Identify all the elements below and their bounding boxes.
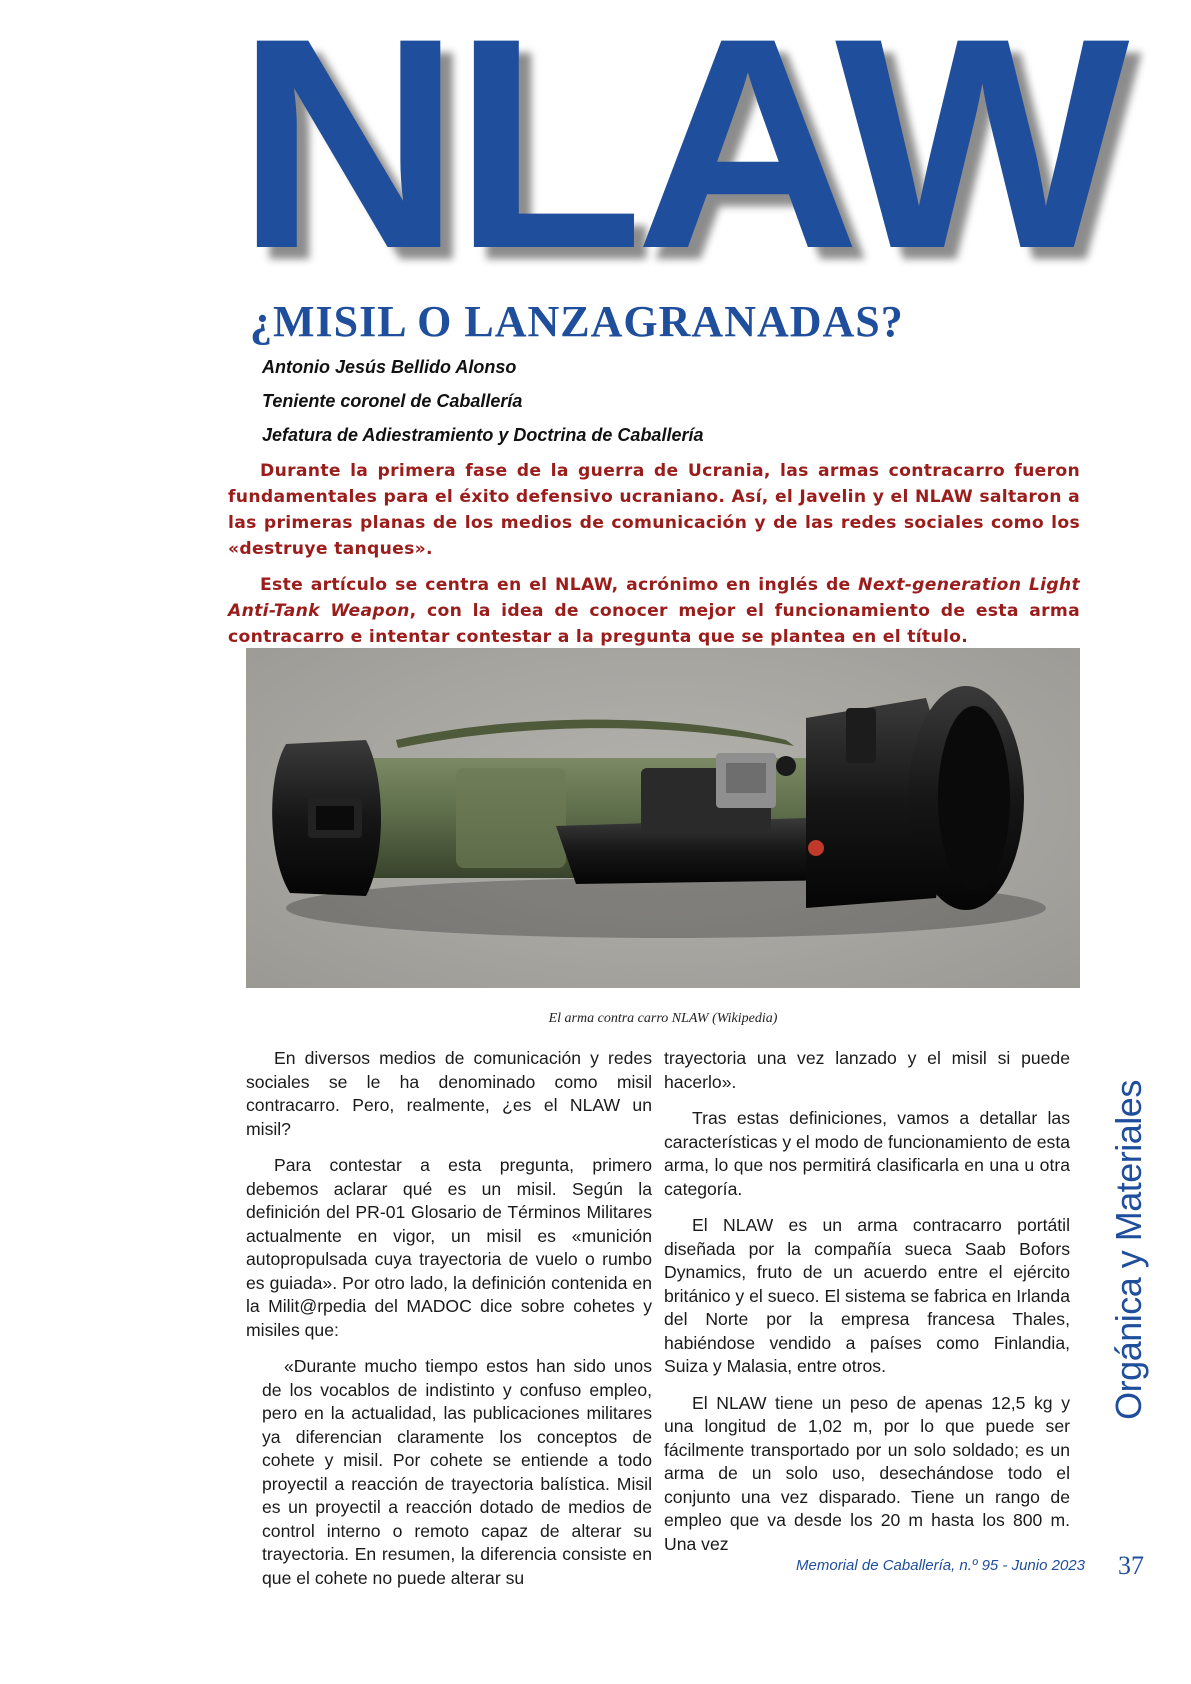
definition-quote (246, 1355, 652, 1590)
body-paragraph: El NLAW es un arma contracarro portátil diseñada por la compañía sueca Saab Bofors Dynamics, fruto de un acuerdo entre el ejército británico y el sueco. El sistema se fabrica en Irlanda del Norte por la empresa francesa Thales, habiéndose vendido a países como Finlandia, Suiza y Malasia, entre otros. (664, 1215, 1070, 1376)
lead-p2-start: Este artículo se centra en el NLAW, acrónimo en inglés de (260, 575, 859, 595)
section-label-text: Orgánica y Materiales (1108, 1080, 1149, 1420)
body-paragraph: trayectoria una vez lanzado y el misil si puede hacerlo». (664, 1048, 1070, 1092)
lead-p2-emphasis: Next-generation Light Anti-Tank Weapon (228, 575, 1080, 621)
body-paragraph: Tras estas definiciones, vamos a detallar las características y el modo de funcionamiento de esta arma, lo que nos permitirá clasificarla en una u otra categoría. (664, 1108, 1070, 1199)
quote-paragraph: «Durante mucho tiempo estos han sido unos de los vocablos de indistinto y confuso empleo, pero en la actualidad, las publicaciones militares ya diferencian claramente los conceptos de cohete y misil. Por cohete se entiende a todo proyectil a reacción de trayectoria balística. Misil es un proyectil a reacción dotado de medios de control interno o remoto capaz de alterar su trayectoria. En resumen, la diferencia consiste en que el cohete no puede alterar su (262, 1356, 652, 1588)
body-paragraph: Para contestar a esta pregunta, primero debemos aclarar qué es un misil. Según la definición del PR-01 Glosario de Términos Militares actualmente en vigor, un misil es «munición autopropulsada cuya trayectoria de vuelo o rumbo es guiada». Por otro lado, la definición contenida en la Milit@rpedia del MADOC dice sobre cohetes y misiles que: (246, 1155, 652, 1340)
footer-publication: Memorial de Caballería, n.º 95 - Junio 2023 (796, 1557, 1085, 1574)
author-rank: Teniente coronel de Caballería (262, 391, 523, 411)
article-title: NLAW (236, 0, 1122, 311)
body-column-left (246, 1047, 652, 1590)
body-paragraph: El NLAW tiene un peso de apenas 12,5 kg y una longitud de 1,02 m, por lo que puede ser fácilmente transportado por un solo soldado; es un arma de un solo uso, desechándose todo el conjunto una vez disparado. Tiene un rango de empleo que va desde los 20 m hasta los 800 m. Una vez (664, 1392, 1070, 1554)
page-number: 37 (1118, 1551, 1144, 1580)
lead-p2-end: , con la idea de conocer mejor el funcionamiento de esta arma contracarro e intentar contestar a la pregunta que se plantea en el título. (228, 601, 1080, 647)
figure-caption: El arma contra carro NLAW (Wikipedia) (548, 1011, 778, 1026)
article-subtitle: ¿MISIL O LANZAGRANADAS? (250, 297, 904, 346)
lead-paragraph-1: Durante la primera fase de la guerra de Ucrania, las armas contracarro fueron fundamentales para el éxito defensivo ucraniano. Así, el Javelin y el NLAW saltaron a las primeras planas de los medios de comunicación y de las redes sociales como los «destruye tanques». (228, 461, 1080, 559)
body-column-right (664, 1047, 1070, 1569)
body-paragraph: En diversos medios de comunicación y redes sociales se le ha denominado como misil contracarro. Pero, realmente, ¿es el NLAW un misil? (246, 1048, 652, 1139)
author-name: Antonio Jesús Bellido Alonso (262, 357, 517, 377)
lead-paragraph-2 (228, 572, 1080, 650)
author-unit: Jefatura de Adiestramiento y Doctrina de Caballería (262, 425, 704, 445)
section-label (1106, 1080, 1152, 1420)
nlaw-weapon-illustration (246, 648, 1080, 988)
lead-text (228, 458, 1080, 650)
nlaw-photo (246, 648, 1080, 988)
